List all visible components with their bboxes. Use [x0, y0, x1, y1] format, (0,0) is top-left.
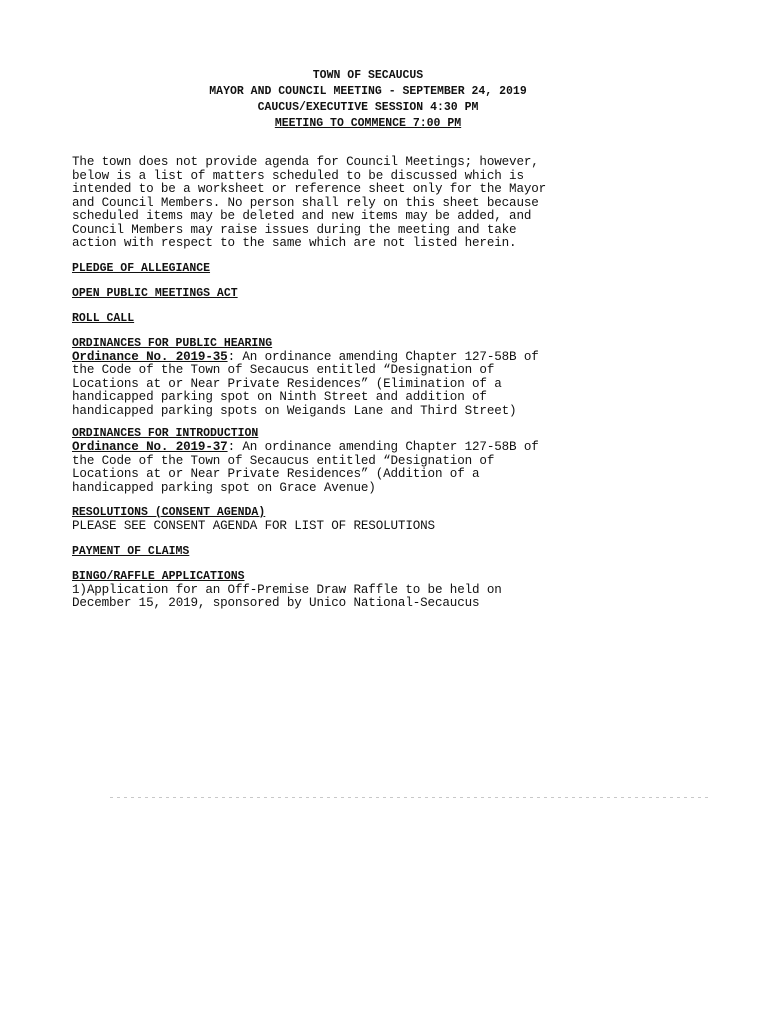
heading-claims: PAYMENT OF CLAIMS [72, 544, 190, 558]
intro-paragraph: The town does not provide agenda for Council Meetings; however, below is a list of matters scheduled to be discussed which is intended to be a worksheet or reference sheet only for the Mayor and Council Members. No person shall rely on this sheet because scheduled items may be deleted and new items may be added, and Council Members may raise issues during the meeting and take action with respect to the same which are not listed herein. [72, 155, 547, 250]
ordinance-text: : An ordinance amending Chapter 127-58B of the Code of the Town of Secaucus entitled “Designation of Locations at or Near Private Residences” (Addition of a handicapped parking spot on Grace Avenue) [72, 440, 539, 495]
scan-artifact-line [110, 797, 710, 798]
document-page [72, 68, 672, 611]
ordinance-2019-37 [72, 441, 672, 495]
section-resolutions [72, 506, 672, 534]
section-claims [72, 545, 672, 559]
heading-public-hearing: ORDINANCES FOR PUBLIC HEARING [72, 336, 273, 350]
section-public-hearing [72, 337, 672, 419]
heading-roll-call: ROLL CALL [72, 311, 135, 325]
section-roll-call [72, 312, 672, 326]
section-pledge [72, 262, 672, 276]
ordinance-2019-35 [72, 351, 672, 419]
raffle-application-text: 1)Application for an Off-Premise Draw Raffle to be held on December 15, 2019, sponsored by Unico National-Secaucus [72, 582, 502, 610]
heading-bingo-raffle: BINGO/RAFFLE APPLICATIONS [72, 569, 245, 583]
ordinance-text: : An ordinance amending Chapter 127-58B of the Code of the Town of Secaucus entitled “Designation of Locations at or Near Private Residences” (Elimination of a handicapped parking spot on Ninth Street and addition of handicapped parking spots on Weigands Lane and Third Street) [72, 349, 539, 418]
document-header [64, 68, 672, 132]
ordinance-label: Ordinance No. 2019-37 [72, 440, 228, 454]
heading-introduction: ORDINANCES FOR INTRODUCTION [72, 427, 259, 440]
heading-resolutions: RESOLUTIONS (CONSENT AGENDA) [72, 506, 266, 519]
ordinance-label: Ordinance No. 2019-35 [72, 349, 228, 364]
header-caucus-session: CAUCUS/EXECUTIVE SESSION 4:30 PM [257, 101, 479, 114]
heading-opma: OPEN PUBLIC MEETINGS ACT [72, 286, 238, 300]
header-meeting-time: MEETING TO COMMENCE 7:00 PM [274, 117, 462, 130]
section-opma [72, 287, 672, 301]
header-town-name: TOWN OF SECAUCUS [312, 69, 424, 82]
section-bingo-raffle [72, 570, 672, 611]
header-meeting-title: MAYOR AND COUNCIL MEETING - SEPTEMBER 24, 2019 [209, 85, 527, 98]
heading-pledge: PLEDGE OF ALLEGIANCE [72, 261, 211, 275]
resolutions-text: PLEASE SEE CONSENT AGENDA FOR LIST OF RESOLUTIONS [72, 519, 435, 533]
section-introduction [72, 427, 672, 495]
